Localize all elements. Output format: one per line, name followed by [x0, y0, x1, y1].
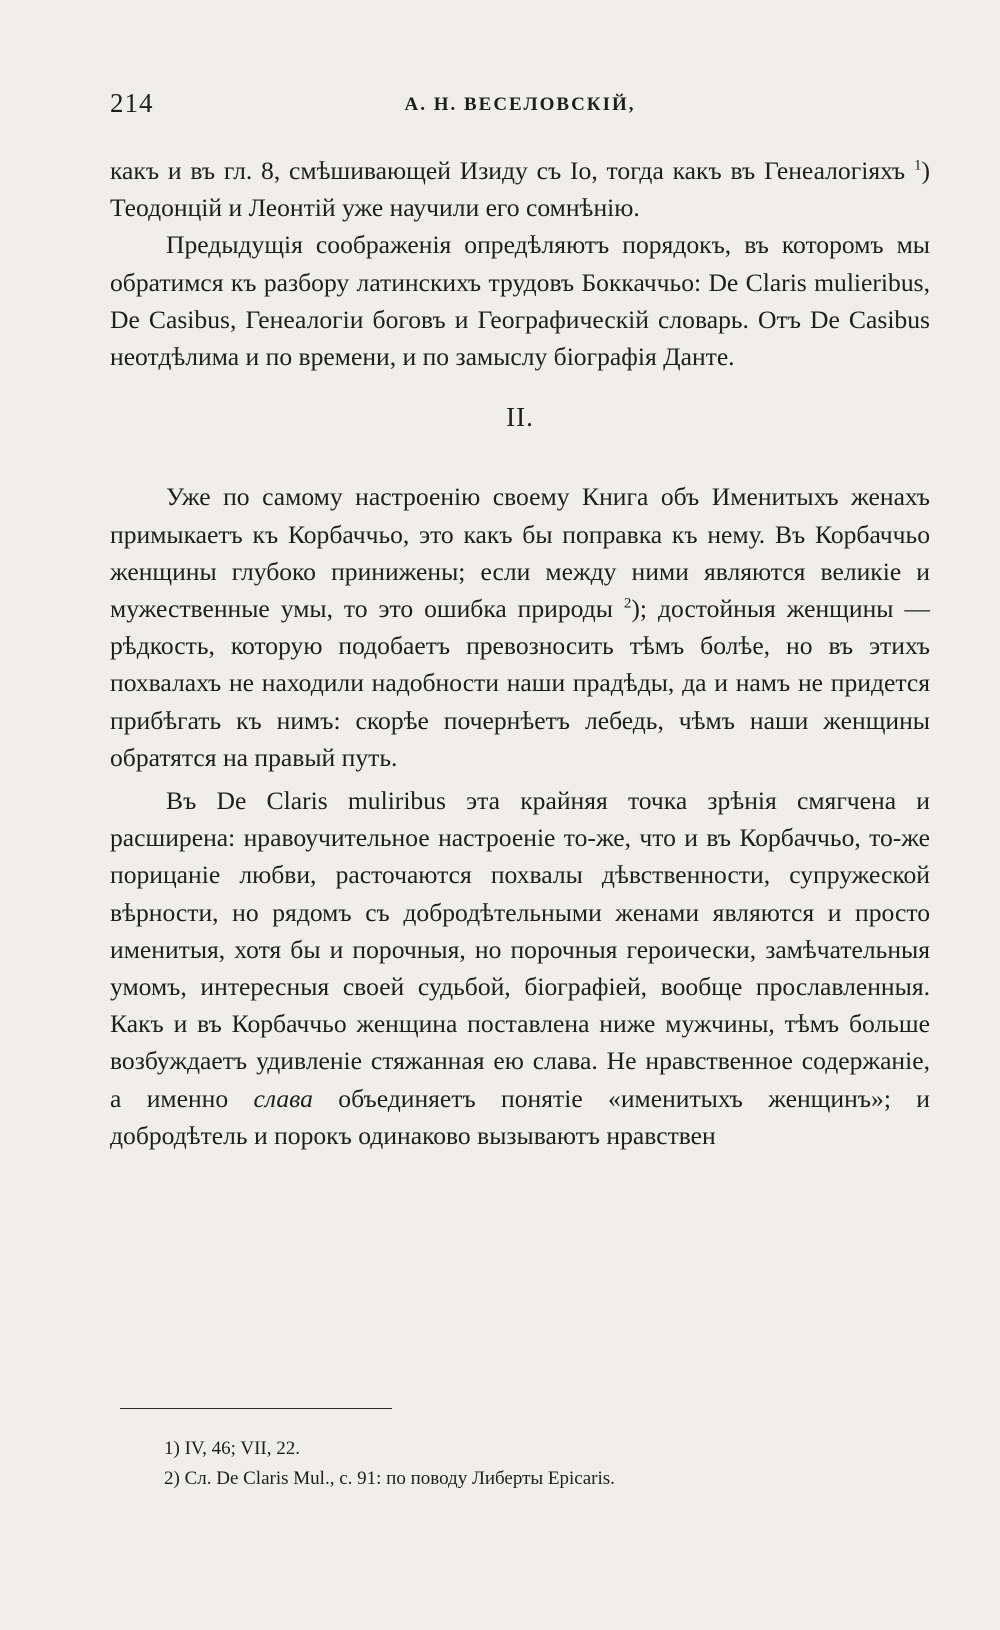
footnote-ref-1: 1 [913, 157, 922, 174]
paragraph-1-text-b: ) Теодонцій и Леонтій уже научили его сомнѣнію. [110, 156, 930, 223]
paragraph-1-text-a: какъ и въ гл. 8, смѣшивающей Изиду съ Іо, тогда какъ въ Генеалогіяхъ [110, 156, 914, 185]
page-header [110, 88, 930, 128]
running-head: А. Н. ВЕСЕЛОВСКІЙ, [404, 94, 636, 115]
section-heading: II. [506, 402, 534, 433]
footnote-1: 1) IV, 46; VII, 22. [164, 1438, 300, 1459]
paragraph-1 [110, 152, 930, 226]
paragraph-4 [110, 782, 930, 1154]
emphasized-word: слава [253, 1083, 313, 1113]
footnote-ref-2: 2 [623, 595, 632, 612]
paragraph-2: Предыдущія соображенія опредѣляютъ порядокъ, въ которомъ мы обратимся къ разбору латинскихъ трудовъ Боккаччьо: De Claris mulieribus, De Casibus, Генеалогіи боговъ и Географическій словарь. Отъ De Casibus неотдѣлима и по времени, и по замыслу біографія Данте. [110, 230, 930, 372]
body-text [110, 152, 930, 1154]
paragraph-4-text-a: Въ De Claris muliribus эта крайняя точка зрѣнія смягчена и расширена: нравоучительное настроеніе то-же, что и въ Корбаччьо, то-же порицаніе любви, расточаются похвалы дѣвственности, супружеской вѣрности, но рядомъ съ добродѣтельными женами являются и просто именитыя, хотя бы и порочныя, но порочныя героически, замѣчательныя умомъ, интересныя своей судьбой, біографіей, вообще прославленныя. Какъ и въ Корбаччьо женщина поставлена ниже мужчины, тѣмъ больше возбуждаетъ удивленіе стяжанная ею слава. Не нравственное содержаніе, а именно [110, 786, 930, 1113]
footnote-divider [120, 1408, 392, 1409]
paragraph-3-text-b: ); достойныя женщины — рѣдкость, которую подобаетъ превозносить тѣмъ болѣе, но въ этихъ похвалахъ не находили надобности наши прадѣды, да и намъ не придется прибѣгать къ нимъ: скорѣе почернѣетъ лебедь, чѣмъ наши женщины обратятся на правый путь. [110, 594, 931, 772]
paragraph-3-text-a: Уже по самому настроенію своему Книга объ Именитыхъ женахъ примыкаетъ къ Корбаччьо, это какъ бы поправка къ нему. Въ Корбаччьо женщины глубоко принижены; если между ними являются великіе и мужественные умы, то это ошибка природы [110, 482, 930, 624]
paragraph-3 [110, 478, 930, 776]
paragraph-4-text-b: объединяетъ понятіе «именитыхъ женщинъ»; и добродѣтель и порокъ одинаково вызываютъ нравствен [110, 1083, 930, 1150]
footnote-2: 2) Сл. De Claris Mul., c. 91: по поводу Либерты Epicaris. [164, 1468, 615, 1489]
footnotes [164, 1434, 924, 1494]
page-number: 214 [110, 88, 154, 118]
